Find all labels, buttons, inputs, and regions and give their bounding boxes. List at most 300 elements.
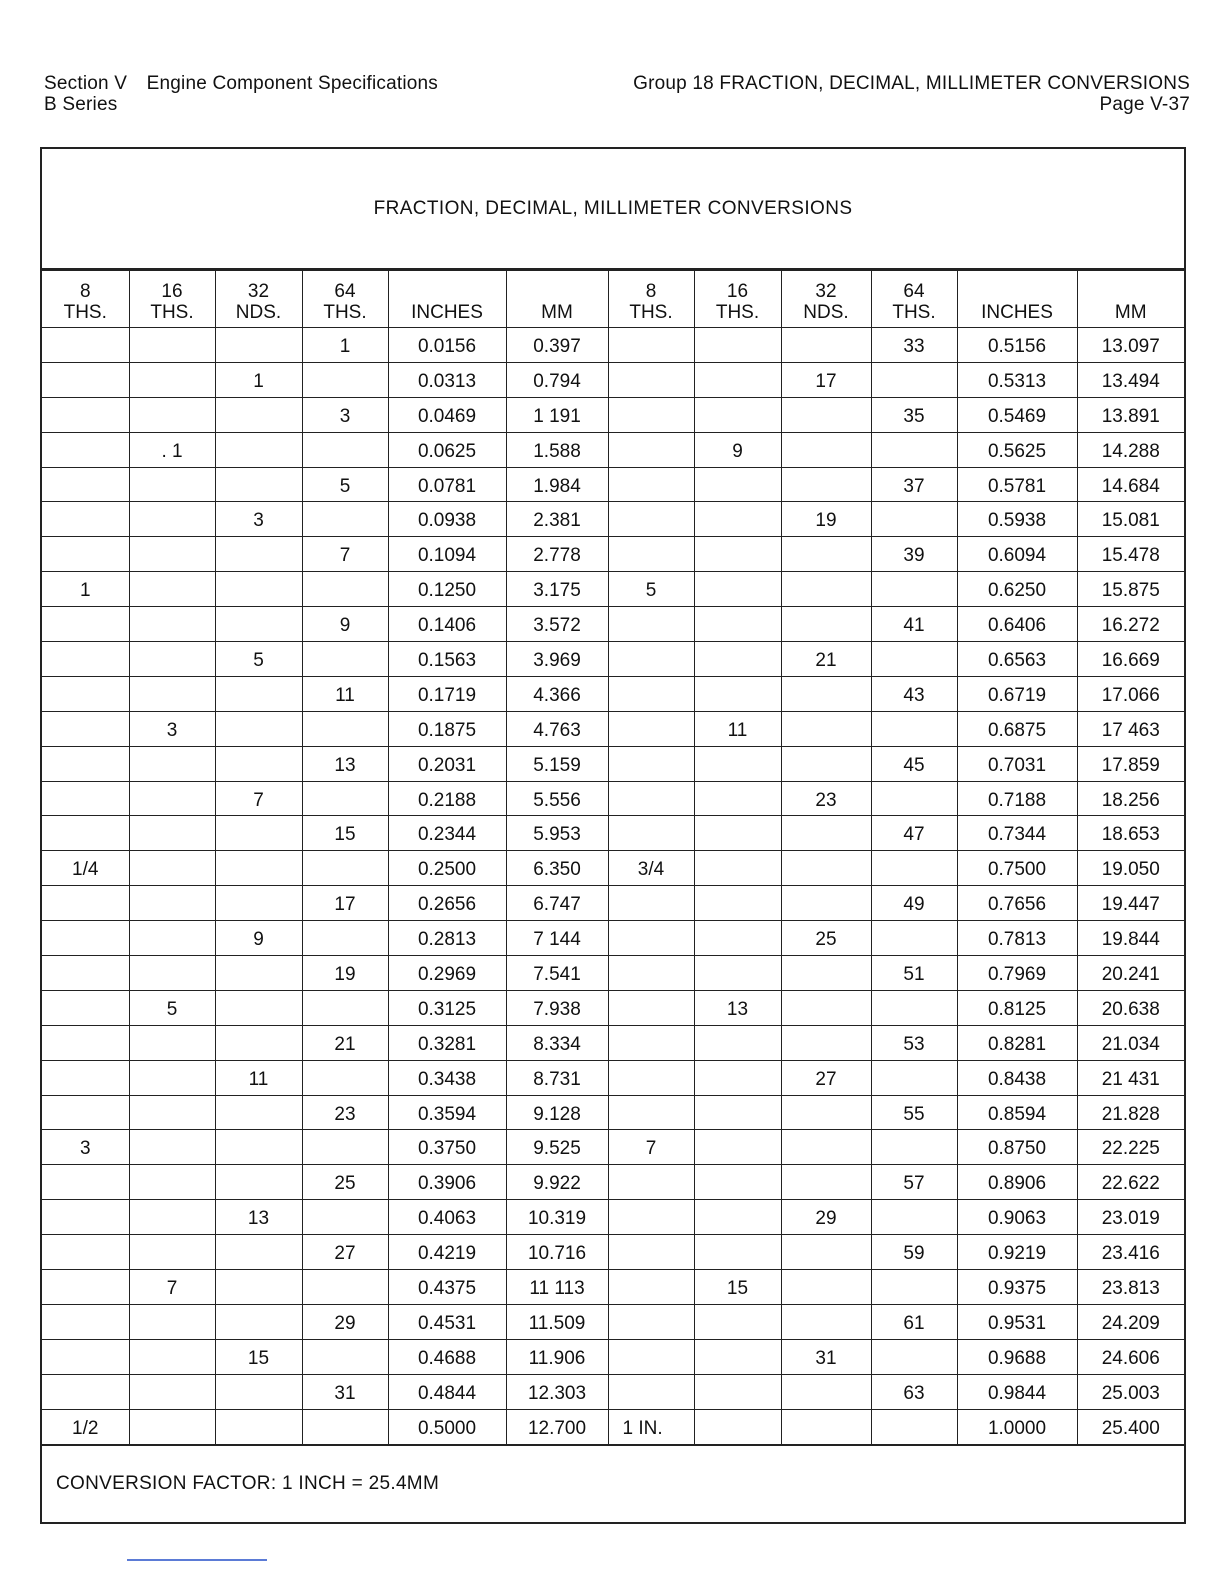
table-cell: 16.272 [1077,607,1184,642]
table-cell [694,921,781,956]
table-cell [781,1130,871,1165]
table-cell: 16.669 [1077,642,1184,677]
table-cell [694,328,781,363]
table-cell: 0.6094 [957,537,1077,572]
table-cell [215,1409,302,1444]
table-row [42,956,1184,991]
table-cell: 29 [302,1304,388,1339]
table-cell: 3.175 [506,572,608,607]
table-cell [129,572,215,607]
table-cell [608,746,694,781]
table-cell [215,676,302,711]
table-cell: 17 463 [1077,711,1184,746]
table-cell [215,397,302,432]
table-row [42,781,1184,816]
table-cell [608,328,694,363]
table-cell [781,1374,871,1409]
table-cell [215,1374,302,1409]
table-cell: 0.1406 [388,607,506,642]
conversion-table-frame [40,147,1186,1524]
table-cell: 19.447 [1077,886,1184,921]
table-cell: 3 [302,397,388,432]
table-cell: 3/4 [608,851,694,886]
table-cell [781,537,871,572]
table-cell [871,711,957,746]
table-cell: 1/4 [42,851,129,886]
table-cell: 0.8281 [957,1025,1077,1060]
table-cell: 0.8438 [957,1060,1077,1095]
table-cell [781,1235,871,1270]
table-cell: 0.7031 [957,746,1077,781]
table-cell [42,467,129,502]
table-cell: 0.3125 [388,990,506,1025]
column-header [781,271,871,328]
table-cell [781,397,871,432]
table-cell [129,1374,215,1409]
column-header-line1: 16 [726,281,749,302]
table-cell [608,1270,694,1305]
table-cell [42,432,129,467]
table-cell [215,467,302,502]
table-cell [781,816,871,851]
column-header [129,271,215,328]
table-cell [781,1409,871,1444]
table-cell: 5 [215,642,302,677]
table-cell [129,1095,215,1130]
table-cell: 0.7969 [957,956,1077,991]
table-cell: 13 [215,1200,302,1235]
table-cell [215,990,302,1025]
table-row [42,328,1184,363]
table-row [42,1095,1184,1130]
table-cell: 15.875 [1077,572,1184,607]
table-cell [302,1060,388,1095]
table-cell [42,397,129,432]
table-cell: 18.256 [1077,781,1184,816]
table-cell [871,1200,957,1235]
table-cell [129,676,215,711]
table-cell [781,1095,871,1130]
table-cell [129,1200,215,1235]
table-cell [781,467,871,502]
table-cell: 0.9688 [957,1339,1077,1374]
table-cell: 23 [302,1095,388,1130]
table-cell: 21.828 [1077,1095,1184,1130]
column-header-line2: THS. [629,302,673,323]
table-cell [694,781,781,816]
table-cell: 0.6250 [957,572,1077,607]
table-row [42,746,1184,781]
table-cell [215,607,302,642]
table-cell: 0.7813 [957,921,1077,956]
table-cell [694,1409,781,1444]
table-cell [608,397,694,432]
table-cell: 0.7500 [957,851,1077,886]
table-cell: 0.0625 [388,432,506,467]
table-cell: 0.9219 [957,1235,1077,1270]
table-cell: 1 191 [506,397,608,432]
table-row [42,1235,1184,1270]
table-cell [781,1025,871,1060]
table-cell [129,537,215,572]
table-cell: 11 113 [506,1270,608,1305]
column-header-line2: NDS. [235,302,282,323]
table-row [42,676,1184,711]
table-cell [781,956,871,991]
table-cell [781,676,871,711]
column-header-line1: 16 [161,281,183,302]
table-cell [215,328,302,363]
table-cell: 0.6406 [957,607,1077,642]
table-cell [129,397,215,432]
table-row [42,467,1184,502]
column-header-line2: THS. [892,302,936,323]
table-cell [608,607,694,642]
table-cell [42,676,129,711]
table-cell: 57 [871,1165,957,1200]
table-cell [129,886,215,921]
table-cell: 0.2188 [388,781,506,816]
table-cell [42,1200,129,1235]
table-cell [302,572,388,607]
table-cell: 13.097 [1077,328,1184,363]
table-cell: 0.3906 [388,1165,506,1200]
table-row [42,362,1184,397]
table-row [42,1200,1184,1235]
table-cell [608,1200,694,1235]
table-cell: 0.3281 [388,1025,506,1060]
table-cell [302,711,388,746]
table-cell: 0.9375 [957,1270,1077,1305]
table-cell [129,1339,215,1374]
table-cell: 23 [781,781,871,816]
column-header [1077,271,1184,328]
table-cell: 8.334 [506,1025,608,1060]
table-cell: 55 [871,1095,957,1130]
table-cell: 1.984 [506,467,608,502]
table-cell [781,572,871,607]
table-cell: 21 431 [1077,1060,1184,1095]
table-cell: 15.478 [1077,537,1184,572]
table-cell: 7 [129,1270,215,1305]
table-cell: 2.381 [506,502,608,537]
table-cell [694,1304,781,1339]
table-cell: 0.794 [506,362,608,397]
header-row-top [44,73,1190,94]
table-cell [129,1304,215,1339]
table-cell: 0.3438 [388,1060,506,1095]
table-cell: 0.5000 [388,1409,506,1444]
table-title: FRACTION, DECIMAL, MILLIMETER CONVERSIONS [42,149,1184,270]
table-cell: 5 [129,990,215,1025]
table-cell: 20.241 [1077,956,1184,991]
table-cell: 6.350 [506,851,608,886]
table-cell [129,956,215,991]
table-cell: 31 [781,1339,871,1374]
table-cell: 1 IN. [608,1409,694,1444]
table-row [42,432,1184,467]
table-cell [871,432,957,467]
table-cell [42,502,129,537]
table-cell [129,607,215,642]
column-header [871,271,957,328]
table-cell: 1 [215,362,302,397]
table-cell [781,607,871,642]
table-cell: 31 [302,1374,388,1409]
table-cell [608,467,694,502]
table-cell: 15 [302,816,388,851]
table-cell: 17 [302,886,388,921]
table-row [42,502,1184,537]
table-cell: 13 [694,990,781,1025]
table-cell: 17.859 [1077,746,1184,781]
table-cell: 9 [302,607,388,642]
table-cell: 0.4375 [388,1270,506,1305]
table-cell [129,746,215,781]
table-cell: 15 [694,1270,781,1305]
table-cell: 0.2344 [388,816,506,851]
column-header-row [42,271,1184,328]
table-cell: 63 [871,1374,957,1409]
table-row [42,851,1184,886]
table-cell [42,711,129,746]
table-cell: 14.288 [1077,432,1184,467]
table-cell [694,397,781,432]
table-cell: 0.2031 [388,746,506,781]
column-header [608,271,694,328]
table-cell [694,362,781,397]
table-cell [42,956,129,991]
table-cell: 25 [302,1165,388,1200]
page-header [44,73,1190,115]
table-cell: 1.0000 [957,1409,1077,1444]
conversion-factor-note: CONVERSION FACTOR: 1 INCH = 25.4MM [42,1444,1184,1522]
header-left [44,73,438,94]
table-cell: 9.525 [506,1130,608,1165]
table-cell [215,851,302,886]
column-header [42,271,129,328]
table-cell [871,990,957,1025]
table-cell: 5.556 [506,781,608,816]
table-cell: 0.4063 [388,1200,506,1235]
table-cell: 51 [871,956,957,991]
column-header-line1: 32 [247,281,270,302]
column-header-line2: THS. [150,302,194,323]
column-header-line1: 64 [334,281,356,302]
table-cell: 11.906 [506,1339,608,1374]
table-cell [129,502,215,537]
table-cell [215,1095,302,1130]
table-row [42,711,1184,746]
table-cell [302,642,388,677]
table-cell: 13.494 [1077,362,1184,397]
column-header-line1: 32 [815,281,837,302]
table-cell: 5.953 [506,816,608,851]
table-row [42,1339,1184,1374]
table-cell: 0.1563 [388,642,506,677]
table-cell [694,572,781,607]
table-cell [129,851,215,886]
table-cell: 0.6875 [957,711,1077,746]
table-cell: 7 [608,1130,694,1165]
table-row [42,816,1184,851]
table-cell [608,990,694,1025]
table-cell [694,1130,781,1165]
table-cell: 1 [42,572,129,607]
table-cell [215,1270,302,1305]
table-cell [42,607,129,642]
table-cell: 7 144 [506,921,608,956]
table-cell: 37 [871,467,957,502]
table-cell: 15.081 [1077,502,1184,537]
table-row [42,537,1184,572]
column-header-line2: MM [1114,302,1147,323]
table-cell [302,1339,388,1374]
table-cell: 0.5938 [957,502,1077,537]
table-row [42,1060,1184,1095]
table-cell: 25.003 [1077,1374,1184,1409]
table-cell [694,1200,781,1235]
table-cell [608,537,694,572]
table-cell [42,1060,129,1095]
column-header-line2: THS. [715,302,760,323]
table-cell: 49 [871,886,957,921]
column-header [215,271,302,328]
table-cell [781,1270,871,1305]
conversion-table [42,270,1184,1444]
table-cell [42,328,129,363]
column-header-line1: 64 [903,281,925,302]
table-cell: 27 [302,1235,388,1270]
table-cell: 0.2813 [388,921,506,956]
table-cell: 25.400 [1077,1409,1184,1444]
table-cell [781,886,871,921]
table-cell: 19.844 [1077,921,1184,956]
table-cell: 22.225 [1077,1130,1184,1165]
table-cell [302,362,388,397]
table-cell [129,642,215,677]
table-cell [215,1235,302,1270]
component-label: Engine Component Specifications [146,73,439,94]
table-cell [608,676,694,711]
table-cell [694,1025,781,1060]
table-cell: 0.9063 [957,1200,1077,1235]
column-header-line1: 8 [645,281,657,302]
header-row-bottom [44,94,1190,115]
table-cell: 5 [608,572,694,607]
table-cell: 10.319 [506,1200,608,1235]
table-cell: 0.9531 [957,1304,1077,1339]
table-cell: 41 [871,607,957,642]
table-cell [42,816,129,851]
table-cell: 2.778 [506,537,608,572]
table-cell: 59 [871,1235,957,1270]
table-cell: 9 [215,921,302,956]
table-cell: 33 [871,328,957,363]
table-cell: 0.1094 [388,537,506,572]
table-cell: 0.6719 [957,676,1077,711]
table-cell: 0.9844 [957,1374,1077,1409]
table-cell [129,1060,215,1095]
table-cell [781,711,871,746]
table-cell [215,1304,302,1339]
table-cell [694,676,781,711]
table-cell: 18.653 [1077,816,1184,851]
table-cell [42,1339,129,1374]
table-cell [42,1025,129,1060]
table-cell [608,1060,694,1095]
table-row [42,1165,1184,1200]
column-header [957,271,1077,328]
table-cell: 27 [781,1060,871,1095]
table-cell: 11.509 [506,1304,608,1339]
table-cell [608,432,694,467]
table-row [42,886,1184,921]
table-cell [129,1025,215,1060]
table-cell: 0.7188 [957,781,1077,816]
column-header-line2: INCHES [981,302,1053,323]
table-cell [129,781,215,816]
table-cell [781,432,871,467]
table-cell [608,781,694,816]
table-cell [608,1025,694,1060]
table-cell: 23.813 [1077,1270,1184,1305]
table-row [42,1304,1184,1339]
table-body [42,328,1184,1445]
table-cell [608,362,694,397]
table-cell [608,956,694,991]
table-cell: 7 [302,537,388,572]
table-cell: 3.969 [506,642,608,677]
table-cell: . 1 [129,432,215,467]
table-cell [129,1235,215,1270]
table-cell [694,816,781,851]
table-cell [694,1235,781,1270]
table-cell: 13.891 [1077,397,1184,432]
table-cell [215,1165,302,1200]
table-cell [42,362,129,397]
table-cell: 0.7656 [957,886,1077,921]
table-cell [608,1304,694,1339]
table-cell: 24.606 [1077,1339,1184,1374]
table-cell: 0.3750 [388,1130,506,1165]
table-cell: 19.050 [1077,851,1184,886]
table-cell: 0.5625 [957,432,1077,467]
table-cell [871,642,957,677]
table-cell [694,607,781,642]
table-cell: 0.6563 [957,642,1077,677]
table-cell: 43 [871,676,957,711]
table-cell [302,921,388,956]
table-cell [694,467,781,502]
table-cell [42,886,129,921]
table-cell [871,572,957,607]
table-row [42,921,1184,956]
table-cell: 17.066 [1077,676,1184,711]
table-cell [215,711,302,746]
table-cell [781,746,871,781]
table-cell [42,921,129,956]
table-cell [215,956,302,991]
table-cell: 12.303 [506,1374,608,1409]
table-cell [694,502,781,537]
table-cell [129,467,215,502]
table-cell: 24.209 [1077,1304,1184,1339]
table-cell [781,851,871,886]
table-cell [42,537,129,572]
table-cell: 23.019 [1077,1200,1184,1235]
table-row [42,1374,1184,1409]
